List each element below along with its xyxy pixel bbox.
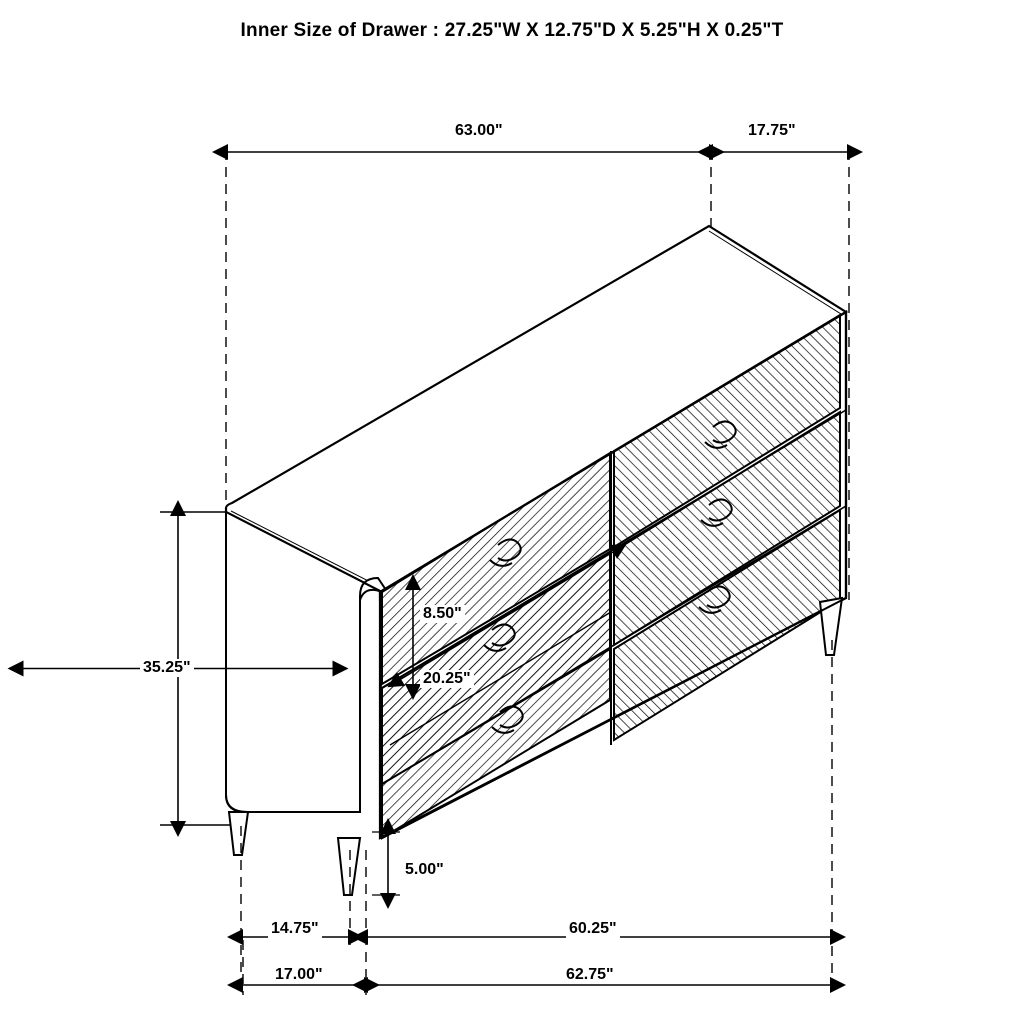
dim-label-leg-height: 5.00" bbox=[402, 861, 447, 879]
dim-label-base-width: 62.75" bbox=[563, 966, 617, 984]
leg-back-left bbox=[229, 812, 248, 855]
dresser-body bbox=[226, 226, 846, 895]
dim-label-side-depth: 14.75" bbox=[268, 920, 322, 938]
leg-front-left bbox=[338, 838, 360, 895]
dim-label-drawer-height: 8.50" bbox=[420, 605, 465, 623]
dim-label-base-depth: 17.00" bbox=[272, 966, 326, 984]
dim-label-top-depth: 17.75" bbox=[745, 122, 799, 140]
dim-label-top-width: 63.00" bbox=[452, 122, 506, 140]
dim-label-front-width: 60.25" bbox=[566, 920, 620, 938]
dim-label-overall-height: 35.25" bbox=[140, 659, 194, 677]
dim-label-drawer-width: 20.25" bbox=[420, 670, 474, 688]
page-title: Inner Size of Drawer : 27.25"W X 12.75"D X 5.25"H X 0.25"T bbox=[240, 20, 784, 41]
